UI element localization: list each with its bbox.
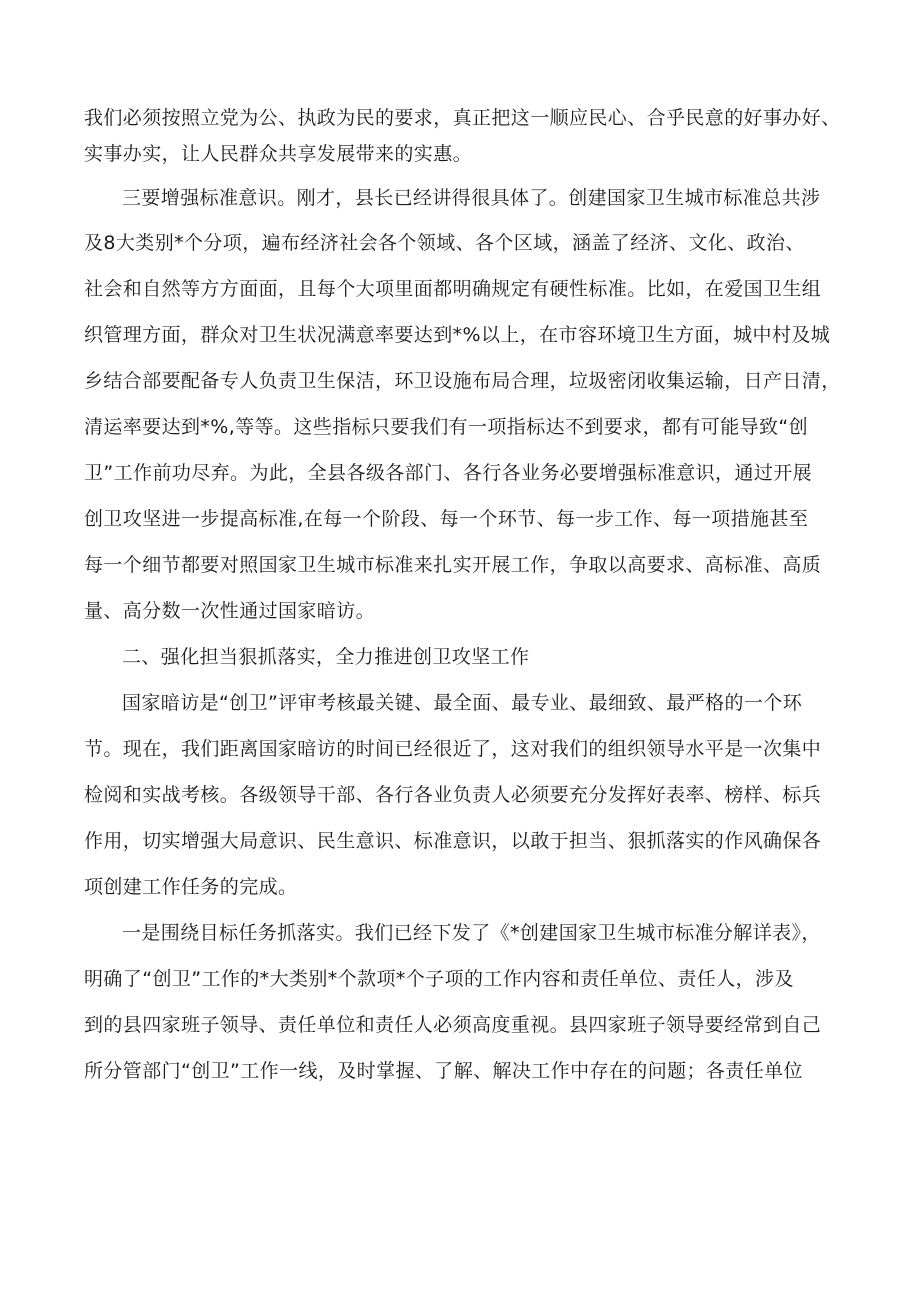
text-line: 卫”工作前功尽弃。为此，全县各级各部门、各行各业务必要增强标准意识，通过开展 (84, 462, 813, 484)
paragraph-heading-line: 一是围绕目标任务抓落实。我们已经下发了《*创建国家卫生城市标准分解详表》， (122, 922, 821, 944)
text-line: 量、高分数一次性通过国家暗访。 (84, 600, 376, 622)
text-line: 织管理方面，群众对卫生状况满意率要达到*%以上，在市容环境卫生方面，城中村及城 (84, 324, 831, 346)
paragraph-heading-line: 国家暗访是“创卫”评审考核最关键、最全面、最专业、最细致、最严格的一个环 (122, 692, 803, 714)
text-line: 乡结合部要配备专人负责卫生保洁，环卫设施布局合理，垃圾密闭收集运输，日产日清， (84, 370, 841, 392)
text-line: 我们必须按照立党为公、执政为民的要求，真正把这一顺应民心、合乎民意的好事办好、 (84, 107, 841, 129)
text-line: 实事办实，让人民群众共享发展带来的实惠。 (84, 143, 473, 165)
text-line: 所分管部门“创卫”工作一线，及时掌握、了解、解决工作中存在的问题；各责任单位 (84, 1060, 803, 1082)
text-line: 明确了“创卫”工作的*大类别*个款项*个子项的工作内容和责任单位、责任人，涉及 (84, 968, 794, 990)
text-line: 作用，切实增强大局意识、民生意识、标准意识，以敢于担当、狠抓落实的作风确保各 (84, 830, 822, 852)
text-line: 节。现在，我们距离国家暗访的时间已经很近了，这对我们的组织领导水平是一次集中 (84, 738, 822, 760)
text-line: 每一个细节都要对照国家卫生城市标准来扎实开展工作，争取以高要求、高标准、高质 (84, 554, 822, 576)
text-line: 到的县四家班子领导、责任单位和责任人必须高度重视。县四家班子领导要经常到自己 (84, 1014, 822, 1036)
text-line: 检阅和实战考核。各级领导干部、各行各业负责人必须要充分发挥好表率、榜样、标兵 (84, 784, 822, 806)
section-heading: 二、强化担当狠抓落实，全力推进创卫攻坚工作 (122, 646, 530, 668)
text-line: 创卫攻坚进一步提高标准,在每一个阶段、每一个环节、每一步工作、每一项措施甚至 (84, 508, 809, 530)
text-line: 项创建工作任务的完成。 (84, 876, 298, 898)
paragraph-heading-line: 三要增强标准意识。刚才，县长已经讲得很具体了。创建国家卫生城市标准总共涉 (122, 187, 821, 209)
text-line: 社会和自然等方方面面，且每个大项里面都明确规定有硬性标准。比如，在爱国卫生组 (84, 278, 822, 300)
text-line: 清运率要达到*%,等等。这些指标只要我们有一项指标达不到要求，都有可能导致“创 (84, 416, 809, 438)
text-line: 及8大类别*个分项，遍布经济社会各个领域、各个区域，涵盖了经济、文化、政治、 (84, 232, 805, 254)
